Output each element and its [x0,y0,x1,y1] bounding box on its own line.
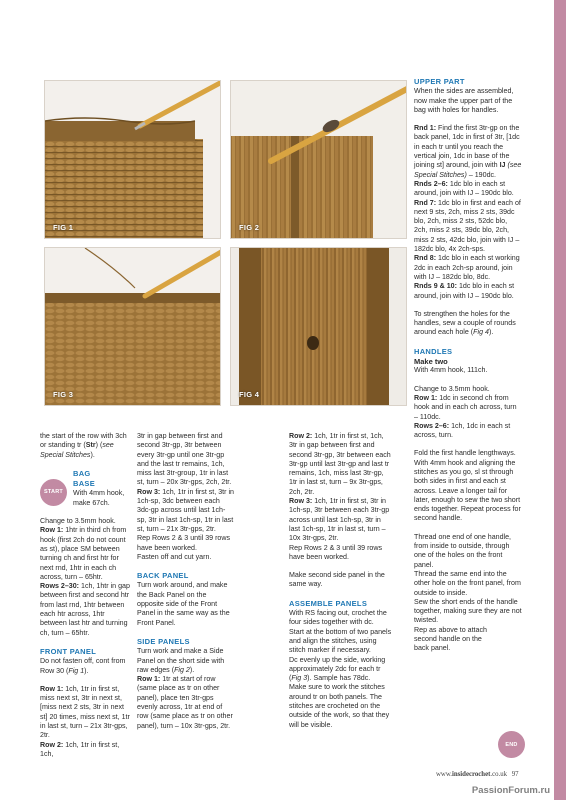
crochet-swatch-image [45,248,221,406]
base-heading: BASE [73,479,96,489]
column-3 [289,432,392,730]
row-1-text: Row 1: 1htr in third ch from hook (first 2ch do not count as st), place SM between turning ch and first htr for next rnd, 1htr in each ch across, turn – 65htr. [40,526,127,581]
change-hook-text: Change to 3.5mm hook. [40,517,116,526]
row-3-text: Row 3: 1ch, 1tr in first st, 3tr in 1ch-sp, 3dc between each 3dc-gp across until last 1ch-sp, 3tr in last 1ch-sp, 1tr in last st, turn – 21x 3tr-gps, 2tr. [137,487,234,533]
rnds-2-6-text: Rnds 2–6: 1dc blo in each st around, join with IJ – 190dc blo. [414,179,514,198]
rnd-7-text: Rnd 7: 1dc blo in first and each of next 9 sts, 2ch, miss 2 sts, 39dc blo, 2ch, miss 2 sts, 52dc blo, 2ch, miss 2 sts, 39dc blo, 2ch, miss 2 sts, 42dc blo, join with IJ – 182dc blo, 4x 2ch-sps. [414,198,521,254]
handle-change-hook-text: Change to 3.5mm hook. [414,384,490,393]
rnds-9-10-text: Rnds 9 & 10: 1dc blo in each st around, join with IJ – 190dc blo. [414,282,515,300]
assemble-step-2: Start at the bottom of two panels and align the stitches, using stitch marker if necessary. [289,627,392,655]
start-badge: START [40,479,67,506]
column-2 [137,432,234,731]
front-panel-text: Do not fasten off, cont from Row 30 (Fig 1). [40,657,126,675]
sew-ends-text: Sew the short ends of the handle together, making sure they are not twisted. [414,597,522,625]
figure-1-label: FIG 1 [53,223,74,232]
rows-2-30-text: Rows 2–30: 1ch, 1htr in gap between first and second htr from last rnd, 1htr between each htr across, 1htr between last htr and turning ch, turn – 65htr. [40,582,130,637]
figure-4-label: FIG 4 [239,390,260,399]
rnd-8-text: Rnd 8: 1dc blo in each st working 2dc in each 2ch-sp around, join with IJ – 182dc blo, 8dc. [414,254,520,281]
column-1 [40,432,132,759]
side-panels-heading: SIDE PANELS [137,636,190,646]
figure-1-photo [44,80,221,239]
side-row-3-text: Row 3: 1ch, 1tr in first st, 3tr in 1ch-sp, 3tr between each 3tr-gp across until last 1ch-sp, 3tr in last 1ch-sp, 1tr in last st, turn – 10x 3tr-gps, 2tr. [289,497,390,543]
fasten-off-text: Fasten off and cut yarn. [137,552,212,561]
make-two-subheading: Make two [414,357,448,367]
intro-paragraph: the start of the row with 3ch or standing tr (Str) (see Special Stitches). [40,432,127,459]
thread-step-1: Thread one end of one handle, from inside to outside, through one of the holes on the front panel. [414,532,512,569]
handle-rows-2-6-text: Rows 2–6: 1ch, 1dc in each st across, turn. [414,421,511,440]
figure-4-photo [230,247,407,406]
front-row-2-text: Row 2: 1ch, 1tr in first st, 1ch, [40,740,120,758]
page-edge-stripe [554,0,566,800]
back-panel-text: Turn work around, and make the Back Panel on the opposite side of the Front Panel in the same way as the Front Panel. [137,581,230,627]
bag-base-section [40,469,132,508]
attach-second-handle-text: Rep as above to attach second handle on the back panel. [414,625,487,653]
rnd-1-text: Rnd 1: Find the first 3tr-gp on the back panel, 1dc in first of 3tr, [1dc in each tr until you reach the vertical join, 1dc in base of the joining st] around, join with IJ (see Special Stitches) – 190dc. [414,124,522,179]
second-side-panel-text: Make second side panel in the same way. [289,571,385,589]
handle-hook-text: With 4mm hook, 111ch. [414,366,488,375]
column-4 [414,77,522,654]
upper-part-text: When the sides are assembled, now make the upper part of the bag with holes for handles. [414,87,514,114]
assemble-panels-heading: ASSEMBLE PANELS [289,598,368,608]
side-panels-text: Turn work and make a Side Panel on the short side with raw edges (Fig 2). [137,647,225,674]
handle-row-1-text: Row 1: 1dc in second ch from hook and in each ch across, turn – 110dc. [414,393,517,421]
back-panel-heading: BACK PANEL [137,571,189,581]
side-row-1-text: Row 1: 1tr at start of row (same place as tr on other panel), place ten 3tr-gps evenly across, 1tr at end of row (same place as tr on other panel), turn – 10x 3tr-gps, 2tr. [137,675,233,730]
crochet-swatch-image [231,81,407,239]
crochet-swatch-image [231,248,407,406]
upper-part-heading: UPPER PART [414,77,465,86]
figure-3-label: FIG 3 [53,390,74,399]
page-number: 97 [511,771,519,778]
front-panel-heading: FRONT PANEL [40,646,97,656]
bag-heading: BAG [73,468,91,478]
base-hook-text: With 4mm hook, make 67ch. [73,489,125,507]
assemble-step-1: With RS facing out, crochet the four sides together with dc. [289,609,387,627]
fold-handle-text: Fold the first handle lengthways. With 4mm hook and aligning the stitches as you go, sl st through both sides in first and each st across. Leave a longer tail for later, enough to sew the two short ends together. Repeat process for second handle. [414,449,521,523]
assemble-step-3: Dc evenly up the side, working approximately 2dc for each tr (Fig 3). Sample has 78dc. [289,655,386,683]
crochet-swatch-image [45,81,221,239]
assemble-step-4: Make sure to work the stitches around tr on both panels. The stitches are crocheted on the outside of the work, so that they will be visible. [289,683,390,729]
repeat-rows-text: Rep Rows 2 & 3 until 39 rows have been worked. [137,534,231,552]
front-row-1-text: Row 1: 1ch, 1tr in first st, miss next st, 3tr in next st, [miss next 2 sts, 3tr in next st] 20 times, miss next st, 1tr in last st, turn – 21x 3tr-gps, 2tr. [40,684,130,740]
handles-heading: HANDLES [414,346,453,356]
figure-2-photo [230,80,407,239]
figure-2-label: FIG 2 [239,223,260,232]
thread-step-2: Thread the same end into the other hole on the front panel, from outside to inside. [414,569,521,597]
page-footer: www.insidecrochet.co.uk 97 [436,771,519,778]
side-repeat-text: Rep Rows 2 & 3 until 39 rows have been worked. [289,543,383,561]
figure-3-photo [44,247,221,406]
strengthen-text: To strengthen the holes for the handles, sew a couple of rounds around each hole (Fig 4). [414,309,516,337]
watermark: PassionForum.ru [471,785,550,796]
end-badge: END [498,731,525,758]
side-row-2-text: Row 2: 1ch, 1tr in first st, 1ch, 3tr in gap between first and second 3tr-gp, 3tr between each 3tr-gp until last 3tr-gp and last tr remains, 1ch, miss last 3tr-gp, 1tr in last st, turn – 9x 3tr-gps, 2ch, 2tr. [289,432,391,496]
row-2-continued-text: 3tr in gap between first and second 3tr-gp, 3tr between every 3tr-gp until one 3tr-gp and the last tr remains, 1ch, miss last 3tr-group, 1tr in last st, turn – 20x 3tr-gps, 2ch, 2tr. [137,432,232,487]
